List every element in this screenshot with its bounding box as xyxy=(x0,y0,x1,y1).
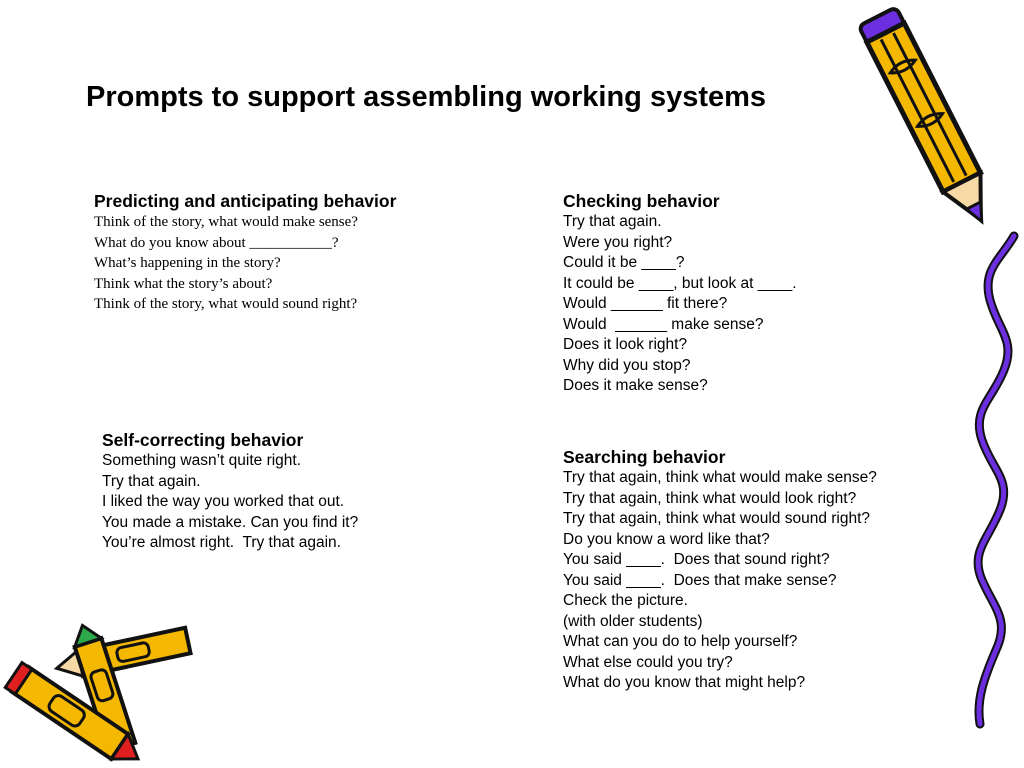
prompt-line: Why did you stop? xyxy=(563,356,691,374)
section-heading: Self-correcting behavior xyxy=(102,430,304,450)
section-heading: Checking behavior xyxy=(563,191,720,211)
prompt-line: Think of the story, what would sound right? xyxy=(94,296,358,312)
prompt-line: You said ____. Does that sound right? xyxy=(563,551,830,568)
section-searching xyxy=(563,446,877,694)
prompt-line: Try that again. xyxy=(102,472,201,490)
prompt-line: Try that again, think what would look right? xyxy=(563,489,857,507)
section-heading: Searching behavior xyxy=(563,447,726,467)
prompt-line: Could it be ____? xyxy=(563,254,685,271)
section-self-correcting xyxy=(102,429,358,554)
section-checking xyxy=(563,190,797,397)
prompt-line: You’re almost right. Try that again. xyxy=(102,534,341,551)
prompt-line: Try that again, think what would sound right? xyxy=(563,510,871,527)
prompt-line: Think what the story’s about? xyxy=(94,275,273,292)
prompt-line: Does it look right? xyxy=(563,336,688,353)
crayons-icon xyxy=(0,618,210,768)
prompt-line: What else could you try? xyxy=(563,653,733,671)
prompt-line: Would ______ make sense? xyxy=(563,315,764,333)
pencil-icon xyxy=(858,0,1008,245)
prompt-line: Check the picture. xyxy=(563,592,688,609)
prompt-line: Do you know a word like that? xyxy=(563,530,770,548)
prompt-line: Were you right? xyxy=(563,233,673,251)
prompt-line: What do you know about ___________? xyxy=(94,234,339,251)
prompt-line: Think of the story, what would make sense? xyxy=(94,214,358,230)
page-title: Prompts to support assembling working systems xyxy=(86,81,767,113)
prompt-line: (with older students) xyxy=(563,612,703,630)
section-heading: Predicting and anticipating behavior xyxy=(94,191,397,211)
prompt-line: Try that again. xyxy=(563,213,662,230)
prompt-line: You made a mistake. Can you find it? xyxy=(102,513,359,531)
prompt-line: Does it make sense? xyxy=(563,377,708,394)
prompt-line: What do you know that might help? xyxy=(563,674,806,691)
prompt-line: What can you do to help yourself? xyxy=(563,633,798,650)
prompt-line: Something wasn’t quite right. xyxy=(102,452,302,469)
prompt-line: Try that again, think what would make sense? xyxy=(563,469,877,486)
prompt-line: It could be ____, but look at ____. xyxy=(563,274,797,292)
prompt-line: You said ____. Does that make sense? xyxy=(563,571,837,589)
prompt-line: Would ______ fit there? xyxy=(563,295,728,312)
squiggle-line-icon xyxy=(960,230,1024,730)
prompt-line: What’s happening in the story? xyxy=(94,255,281,271)
section-predicting xyxy=(94,190,396,315)
prompt-line: I liked the way you worked that out. xyxy=(102,493,345,510)
